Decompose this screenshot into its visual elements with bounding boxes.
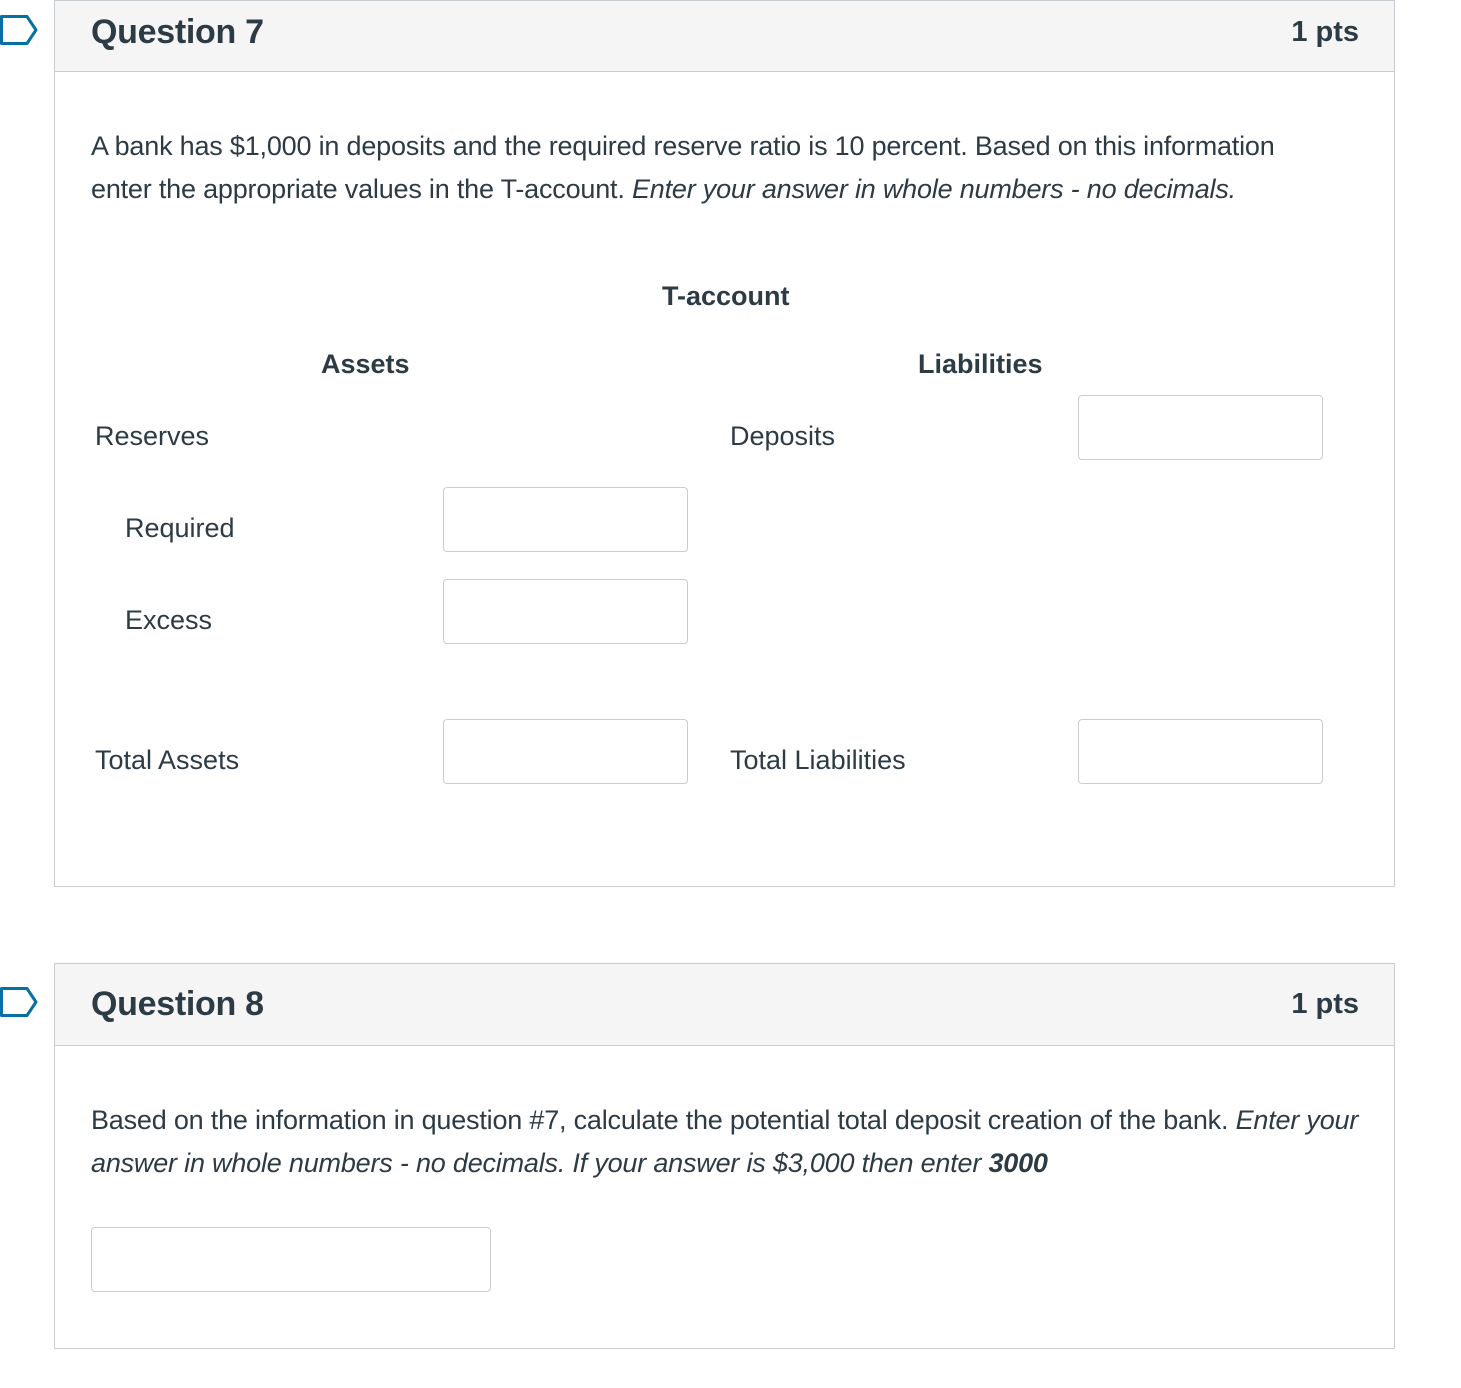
total-assets-label: Total Assets <box>95 745 240 775</box>
flag-question-icon[interactable] <box>0 987 40 1017</box>
excess-reserves-input[interactable] <box>443 579 688 644</box>
reserves-label: Reserves <box>95 421 210 451</box>
deposits-input[interactable] <box>1078 395 1323 460</box>
question-title: Question 7 <box>91 13 264 51</box>
total-assets-input[interactable] <box>443 719 688 784</box>
question-points: 1 pts <box>1291 16 1359 48</box>
question-points: 1 pts <box>1291 988 1359 1020</box>
question-text-plain: A bank has $1,000 in deposits and the required reserve ratio is 10 percent. Based on this information enter the appropriate values in the T-account. <box>91 131 1275 204</box>
example-answer: 3000 <box>988 1148 1048 1178</box>
total-liabilities-input[interactable] <box>1078 719 1323 784</box>
deposits-label: Deposits <box>730 421 836 451</box>
assets-header: Assets <box>321 349 410 379</box>
excess-label: Excess <box>125 605 213 635</box>
question-text-plain: Based on the information in question #7, calculate the potential total deposit creation of the bank. <box>91 1105 1229 1135</box>
required-label: Required <box>125 513 235 543</box>
deposit-creation-input[interactable] <box>91 1227 491 1292</box>
liabilities-header: Liabilities <box>918 349 1043 379</box>
flag-question-icon[interactable] <box>0 15 40 45</box>
question-text <box>91 125 1341 211</box>
required-reserves-input[interactable] <box>443 487 688 552</box>
total-liabilities-label: Total Liabilities <box>730 745 906 775</box>
question-title: Question 8 <box>91 985 264 1023</box>
question-text <box>91 1099 1361 1185</box>
question-text-instruction: Enter your answer in whole numbers - no decimals. <box>631 174 1236 204</box>
question-text-instruction: Enter your answer in whole numbers - no decimals. If your answer is $3,000 then enter <box>91 1105 1359 1178</box>
question-header <box>55 964 1394 1046</box>
t-account-title: T-account <box>662 281 790 311</box>
question-8-card <box>54 963 1395 1349</box>
question-header <box>55 1 1394 72</box>
question-7-card <box>54 0 1395 887</box>
